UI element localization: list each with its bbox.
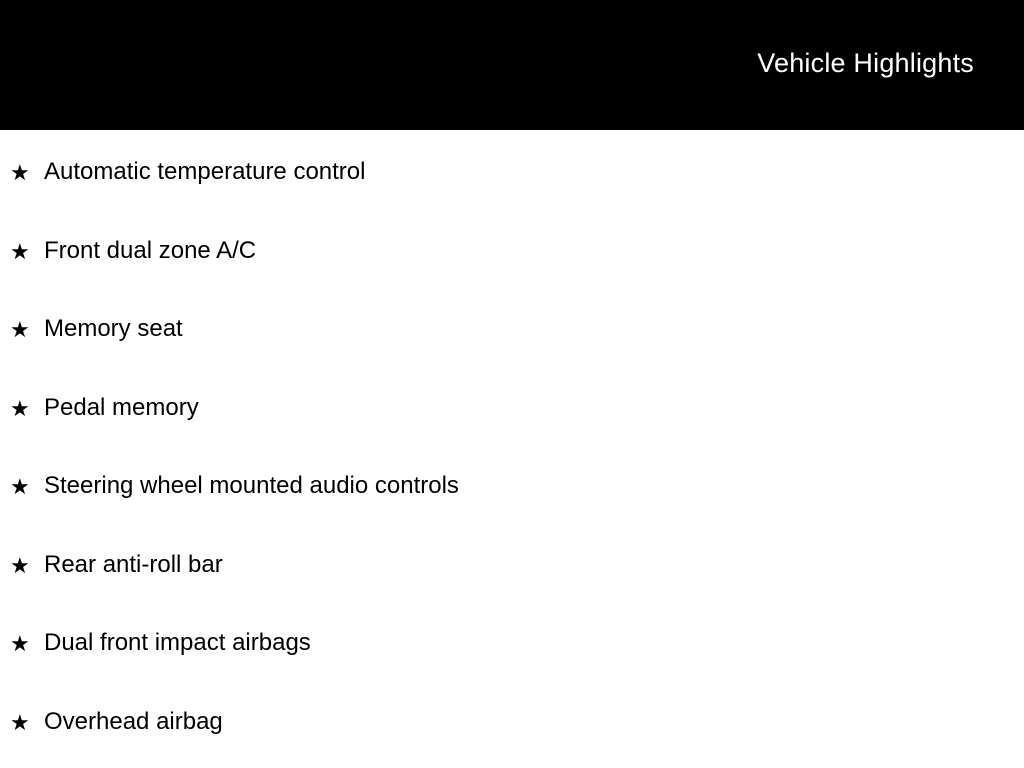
list-item-label: Front dual zone A/C <box>44 236 257 264</box>
star-icon: ★ <box>10 631 30 656</box>
header-bar <box>0 0 1024 130</box>
page-title: Vehicle Highlights <box>757 48 974 78</box>
star-icon: ★ <box>10 552 30 578</box>
star-icon: ★ <box>10 474 30 499</box>
list-item <box>0 601 1024 680</box>
list-item-label: Dual front impact airbags <box>44 629 311 656</box>
star-icon: ★ <box>10 395 30 421</box>
list-item-label: Steering wheel mounted audio controls <box>44 472 459 499</box>
list-item <box>0 209 1024 288</box>
list-item <box>0 680 1024 759</box>
star-icon: ★ <box>10 317 30 342</box>
vehicle-highlights-list <box>0 130 1024 758</box>
star-icon: ★ <box>10 160 30 185</box>
list-item <box>0 366 1024 445</box>
list-item-label: Pedal memory <box>44 393 199 421</box>
list-item-label: Rear anti-roll bar <box>44 550 223 578</box>
list-item <box>0 523 1024 602</box>
list-item-label: Automatic temperature control <box>44 158 366 185</box>
list-item-label: Memory seat <box>44 315 183 342</box>
list-item <box>0 444 1024 523</box>
list-item-label: Overhead airbag <box>44 707 223 735</box>
star-icon: ★ <box>10 709 30 735</box>
list-item <box>0 287 1024 366</box>
star-icon: ★ <box>10 238 30 264</box>
list-item <box>0 130 1024 209</box>
